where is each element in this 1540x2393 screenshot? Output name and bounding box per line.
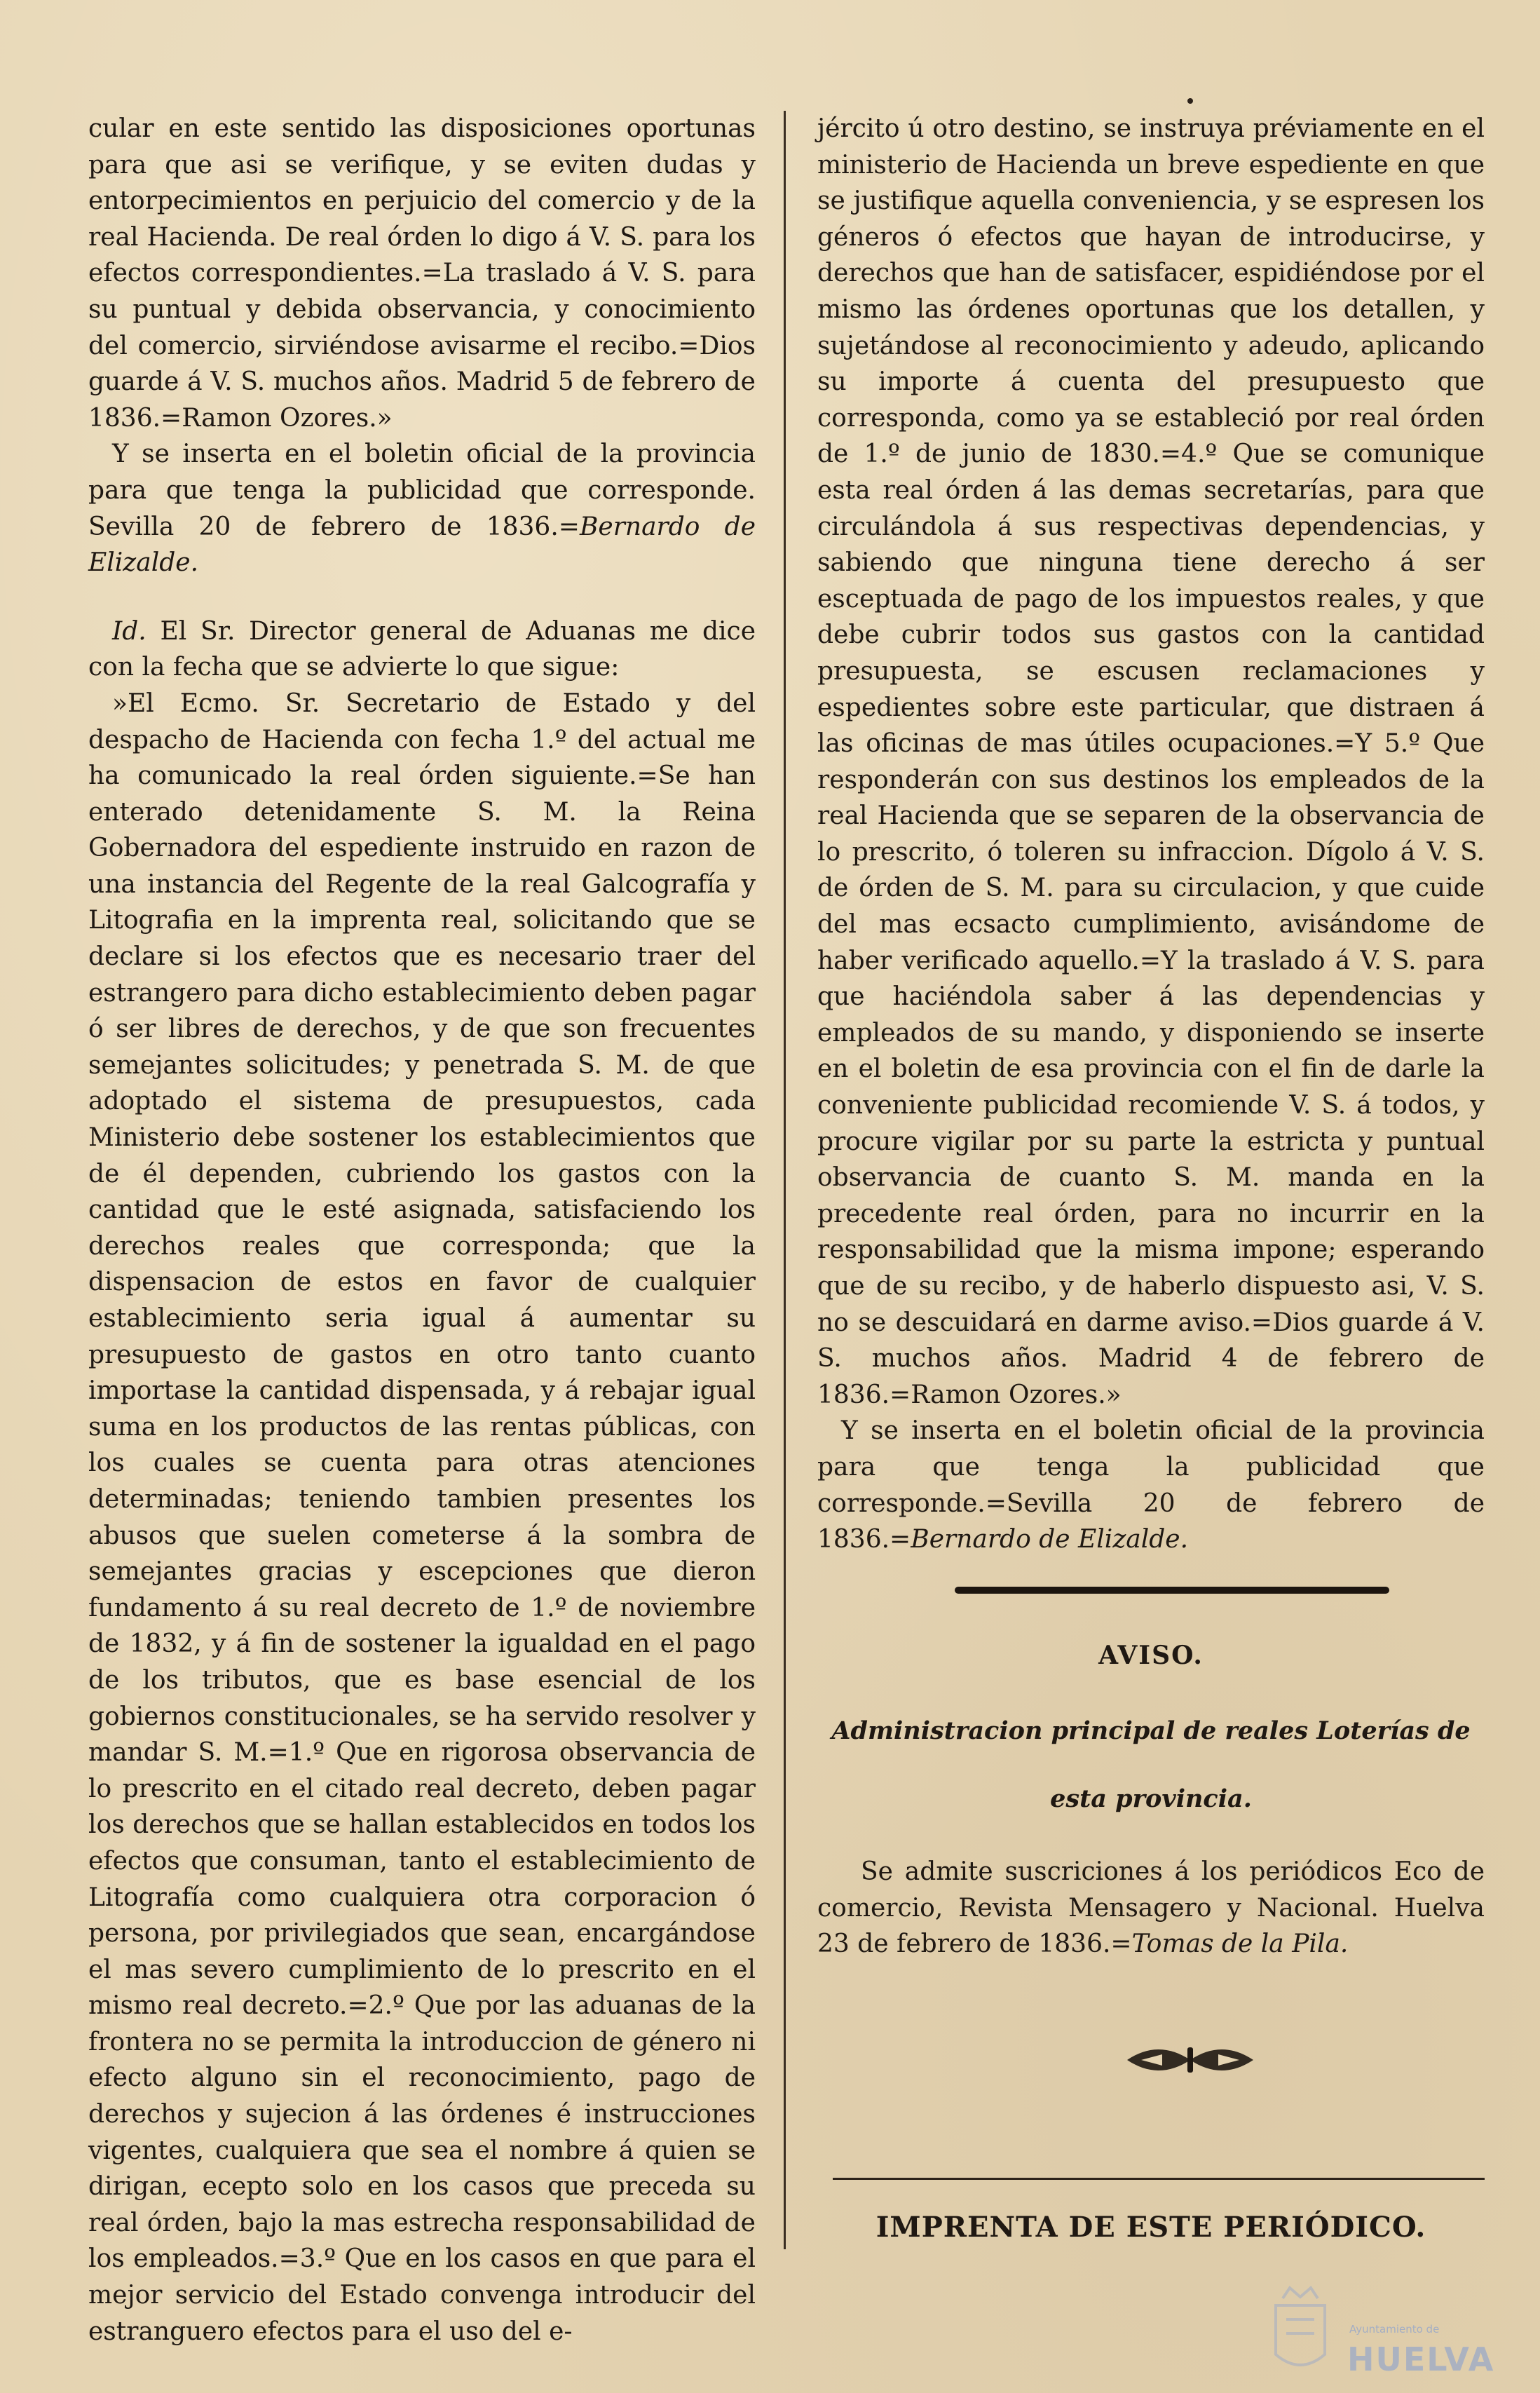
- insertion-note-text-2: Y se inserta en el boletin oficial de la provincia para que tenga la publicidad que corresponde.=Sevilla 20 de febrero de 1836.=: [817, 1416, 1485, 1554]
- right-paragraph-1: jército ú otro destino, se instruya préviamente en el ministerio de Hacienda un breve espediente en que se justifique aquella conveniencia, y se espresen los géneros ó efectos que hayan de introducirse, y derechos que han de satisfacer, espidiéndose por el mismo las órdenes oportunas que los detallen, y sujetándose al reconocimiento y adeudo, aplicando su importe á cuenta del presupuesto que corresponda, como ya se estableció por real órden de 1.º de junio de 1830.=4.º Que se comunique esta real órden á las demas secretarías, para que circulándola á sus respectivas dependencias, y sabiendo que ninguna tiene derecho á ser esceptuada de pago de los impuestos reales, y que debe cubrir todos sus gastos con la cantidad presupuesta, se escusen reclamaciones y espedientes sobre este particular, que distraen á las oficinas de mas útiles ocupaciones.=Y 5.º Que responderán con sus destinos los empleados de la real Hacienda que se separen de la observancia de lo prescrito, ó toleren su infraccion. Dígolo á V. S. de órden de S. M. para su circulacion, y que cuide del mas ecsacto cumplimiento, avisándome de haber verificado aquello.=Y la traslado á V. S. para que haciéndola saber á las dependencias y empleados de su mando, y disponiendo se inserte en el boletin de esa provincia con el fin de darle la conveniente publicidad recomiende V. S. á todos, y procure vigilar por su parte la estricta y puntual observancia de cuanto S. M. manda en la precedente real órden, para no incurrir en la responsabilidad que la misma impone; esperando que de su recibo, y de haberlo dispuesto asi, V. S. no se descuidará en darme aviso.=Dios guarde á V. S. muchos años. Madrid 4 de febrero de 1836.=Ramon Ozores.»: [817, 114, 1485, 1409]
- aviso-title: AVISO.: [1098, 1641, 1204, 1670]
- decorative-dot: [1187, 98, 1193, 104]
- signature-pila: Tomas de la Pila.: [1131, 1930, 1349, 1959]
- left-column: [88, 111, 756, 2350]
- watermark-title: HUELVA: [1347, 2340, 1495, 2378]
- left-paragraph-1: cular en este sentido las disposiciones oportunas para que asi se verifique, y se eviten dudas y entorpecimientos en perjuicio del comercio y de la real Hacienda. De real órden lo digo á V. S. para los efectos correspondientes.=La traslado á V. S. para su puntual y debida observancia, y conocimiento del comercio, sirviéndose avisarme el recibo.=Dios guarde á V. S. muchos años. Madrid 5 de febrero de 1836.=Ramon Ozores.»: [88, 114, 756, 433]
- signature-elizalde: Bernardo de Elizalde.: [88, 512, 756, 578]
- printer-imprint: IMPRENTA DE ESTE PERIÓDICO.: [875, 2211, 1426, 2244]
- ornament-icon: [1120, 2039, 1260, 2081]
- signature-elizalde-2: Bernardo de Elizalde.: [911, 1525, 1189, 1554]
- aviso-subtitle-line-2: esta provincia.: [1050, 1784, 1252, 1813]
- id-abbrev: Id.: [112, 616, 146, 646]
- left-paragraph-4: »El Ecmo. Sr. Secretario de Estado y del despacho de Hacienda con fecha 1.º del actual me ha comunicado la real órden siguiente.=Se han enterado detenidamente S. M. la Reina Gobernadora del espediente instruido en razon de una instancia del Regente de la real Galcografía y Litografia en la imprenta real, solicitando que se declare si los efectos que es necesario traer del estrangero para dicho establecimiento deben pagar ó ser libres de derechos, y de que son frecuentes semejantes solicitudes; y penetrada S. M. de que adoptado el sistema de presupuestos, cada Ministerio debe sostener los establecimientos que de él dependen, cubriendo los gastos con la cantidad que le esté asignada, satisfaciendo los derechos reales que corresponda; que la dispensacion de estos en favor de cualquier establecimiento seria igual á aumentar su presupuesto de gastos en otro tanto cuanto importase la cantidad dispensada, y á rebajar igual suma en los productos de las rentas públicas, con los cuales se cuenta para otras atenciones determinadas; teniendo tambien presentes los abusos que suelen cometerse á la sombra de semejantes gracias y escepciones que dieron fundamento á su real decreto de 1.º de noviembre de 1832, y á fin de sostener la igualdad en el pago de los tributos, que es base esencial de los gobiernos constitucionales, se ha servido resolver y mandar S. M.=1.º Que en rigorosa observancia de lo prescrito en el citado real decreto, deben pagar los derechos que se hallan establecidos en todos los efectos que consuman, tanto el establecimiento de Litografía como cualquiera otra corporacion ó persona, por privilegiados que sean, encargándose el mas severo cumplimiento de lo prescrito en el mismo real decreto.=2.º Que por las aduanas de la frontera no se permita la introduccion de género ni efecto alguno sin el reconocimiento, pago de derechos y sujecion á las órdenes é instrucciones vigentes, cualquiera que sea el nombre á quien se dirigan, ecepto solo en los casos que preceda su real órden, bajo la mas estrecha responsabilidad de los empleados.=3.º Que en los casos en que para el mejor servicio del Estado convenga introducir del estranguero efectos para el uso del e-: [88, 689, 756, 2346]
- director-intro: El Sr. Director general de Aduanas me dice con la fecha que se advierte lo que sigue:: [88, 616, 756, 682]
- column-divider: [784, 111, 786, 2249]
- insertion-note-text: Y se inserta en el boletin oficial de la provincia para que tenga la publicidad que corresponde. Sevilla 20 de febrero de 1836.=: [88, 440, 756, 541]
- aviso-text: Se admite suscriciones á los periódicos Eco de comercio, Revista Mensagero y Nacional. Huelva 23 de febrero de 1836.=: [817, 1857, 1485, 1959]
- footer-rule: [833, 2178, 1485, 2180]
- aviso-subtitle-line-1: Administracion principal de reales Loterías de: [831, 1716, 1471, 1745]
- aviso-body: [817, 1854, 1485, 1962]
- left-paragraph-3: [88, 613, 756, 686]
- left-paragraph-2: [88, 436, 756, 581]
- right-column: [817, 111, 1485, 1558]
- watermark-caption: Ayuntamiento de: [1349, 2323, 1440, 2336]
- aviso-paragraph: [817, 1854, 1485, 1962]
- section-rule: [955, 1587, 1389, 1594]
- right-paragraph-2: [817, 1413, 1485, 1557]
